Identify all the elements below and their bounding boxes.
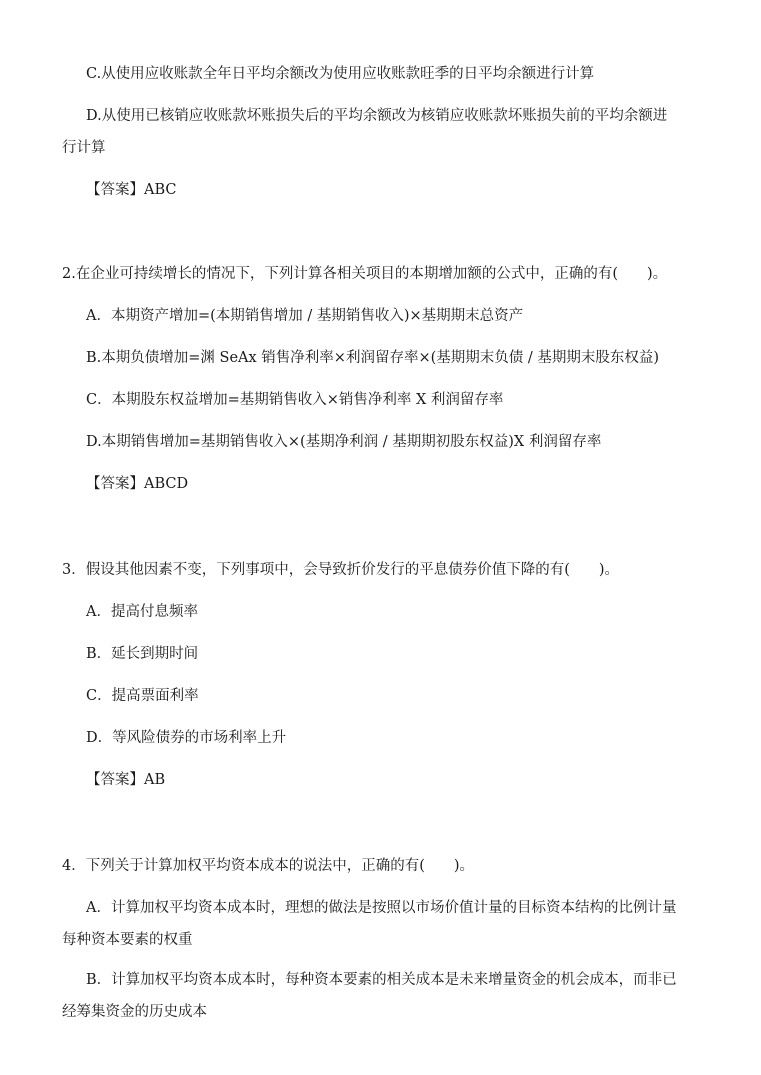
question-4-option-b-line1: B．计算加权平均资本成本时，每种资本要素的相关成本是未来增量资金的机会成本，而非已 — [86, 972, 677, 988]
question-3-option-a: A．提高付息频率 — [86, 604, 198, 620]
option-d-text-line2: 行计算 — [62, 140, 106, 156]
question-3-option-c: C．提高票面利率 — [86, 688, 199, 704]
question-3-answer: 【答案】AB — [86, 772, 166, 788]
answer-text: 【答案】ABC — [86, 182, 177, 198]
question-2-option-d: D.本期销售增加=基期销售收入×(基期净利润 / 基期期初股东权益)X 利润留存率 — [86, 434, 602, 450]
question-4-option-a-line1: A．计算加权平均资本成本时，理想的做法是按照以市场价值计量的目标资本结构的比例计量 — [86, 900, 677, 916]
question-4-option-b-line2: 经筹集资金的历史成本 — [62, 1004, 207, 1020]
question-2-option-a: A．本期资产增加=(本期销售增加 / 基期销售收入)×基期期末总资产 — [86, 308, 524, 324]
question-2-option-b: B.本期负债增加=渊 SeAx 销售净利率×利润留存率×(基期期末负债 / 基期期末股东权益) — [86, 350, 660, 366]
question-3-option-d: D．等风险债券的市场利率上升 — [86, 730, 287, 746]
question-2-stem: 2.在企业可持续增长的情况下，下列计算各相关项目的本期增加额的公式中，正确的有( )。 — [62, 266, 668, 282]
question-4-option-a-line2: 每种资本要素的权重 — [62, 932, 193, 948]
question-2-answer: 【答案】ABCD — [86, 476, 189, 492]
option-d-text-line1: D.从使用已核销应收账款坏账损失后的平均余额改为核销应收账款坏账损失前的平均余额进 — [86, 108, 668, 124]
option-c-text: C.从使用应收账款全年日平均余额改为使用应收账款旺季的日平均余额进行计算 — [86, 66, 595, 82]
question-3-option-b: B．延长到期时间 — [86, 646, 199, 662]
question-2-option-c: C．本期股东权益增加=基期销售收入×销售净利率 X 利润留存率 — [86, 392, 504, 408]
question-4-stem: 4．下列关于计算加权平均资本成本的说法中，正确的有( )。 — [62, 858, 475, 874]
question-3-stem: 3．假设其他因素不变，下列事项中，会导致折价发行的平息债券价值下降的有( )。 — [62, 562, 620, 578]
